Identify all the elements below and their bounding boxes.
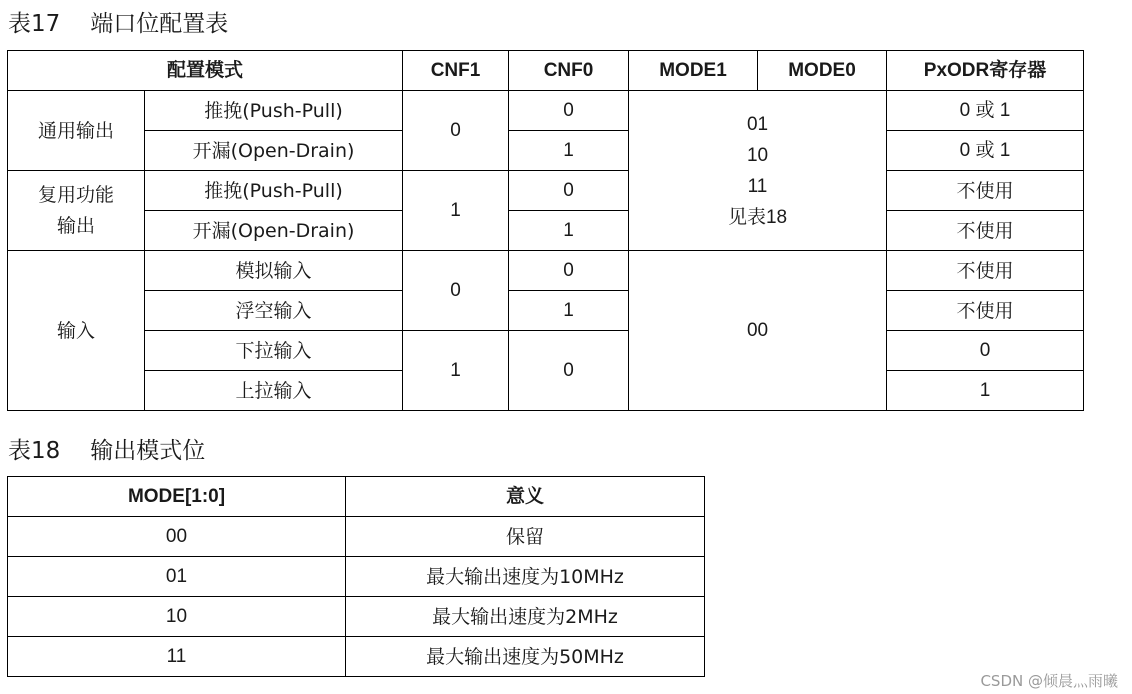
- sub-mode-cell: 开漏(Open-Drain): [145, 211, 403, 251]
- mode-value: 10: [746, 144, 769, 166]
- meaning-cell: 最大输出速度为10MHz: [346, 557, 705, 597]
- sub-mode-cell: 浮空输入: [145, 291, 403, 331]
- cnf0-cell: 1: [509, 211, 629, 251]
- header-cnf1: CNF1: [403, 51, 509, 91]
- sub-mode-cell: 模拟输入: [145, 251, 403, 291]
- table17-caption: [8, 9, 228, 39]
- header-cnf0: CNF0: [509, 51, 629, 91]
- odr-cell: 0: [887, 331, 1084, 371]
- table-header-row: [8, 51, 1084, 91]
- odr-cell: 不使用: [887, 171, 1084, 211]
- table-row: [8, 171, 1084, 211]
- table18-title: 输出模式位: [90, 438, 206, 464]
- table17-number: 表17: [8, 11, 61, 37]
- cnf0-cell: 0: [509, 331, 629, 411]
- table18-caption: [8, 436, 205, 466]
- table-row: [8, 131, 1084, 171]
- header-config-mode: 配置模式: [8, 51, 403, 91]
- mode-value: 01: [746, 113, 769, 135]
- header-mode1: MODE1: [629, 51, 758, 91]
- table-header-row: [8, 477, 705, 517]
- sub-mode-cell: 推挽(Push-Pull): [145, 91, 403, 131]
- cnf1-cell: 0: [403, 251, 509, 331]
- odr-cell: 0 或 1: [887, 131, 1084, 171]
- cnf0-cell: 0: [509, 251, 629, 291]
- group-general-output: 通用输出: [8, 91, 145, 171]
- cnf1-cell: 1: [403, 171, 509, 251]
- mode-bits-cell: 11: [8, 637, 346, 677]
- odr-cell: 不使用: [887, 291, 1084, 331]
- table-row: [8, 251, 1084, 291]
- mode-bits-cell: 01: [8, 557, 346, 597]
- header-mode0: MODE0: [758, 51, 887, 91]
- cnf0-cell: 0: [509, 91, 629, 131]
- table-row: [8, 557, 705, 597]
- sub-mode-cell: 下拉输入: [145, 331, 403, 371]
- sub-mode-cell: 开漏(Open-Drain): [145, 131, 403, 171]
- sub-mode-cell: 推挽(Push-Pull): [145, 171, 403, 211]
- mode-output-cell: [629, 91, 887, 251]
- cnf0-cell: 0: [509, 171, 629, 211]
- table-row: [8, 291, 1084, 331]
- cnf0-cell: 1: [509, 291, 629, 331]
- meaning-cell: 最大输出速度为2MHz: [346, 597, 705, 637]
- port-config-table: [7, 50, 1084, 411]
- mode-see-table18: 见表18: [727, 206, 788, 228]
- sub-mode-cell: 上拉输入: [145, 371, 403, 411]
- table-row: [8, 597, 705, 637]
- mode-bits-cell: 10: [8, 597, 346, 637]
- odr-cell: 0 或 1: [887, 91, 1084, 131]
- header-meaning: 意义: [346, 477, 705, 517]
- header-pxodr: PxODR寄存器: [887, 51, 1084, 91]
- odr-cell: 不使用: [887, 251, 1084, 291]
- table17-title: 端口位配置表: [90, 11, 229, 37]
- table-row: [8, 211, 1084, 251]
- table18-number: 表18: [8, 438, 61, 464]
- odr-cell: 不使用: [887, 211, 1084, 251]
- group-label-line: 输出: [56, 214, 95, 237]
- table-row: [8, 331, 1084, 371]
- table-row: [8, 517, 705, 557]
- meaning-cell: 最大输出速度为50MHz: [346, 637, 705, 677]
- table-row: [8, 91, 1084, 131]
- odr-cell: 1: [887, 371, 1084, 411]
- meaning-cell: 保留: [346, 517, 705, 557]
- group-input: 输入: [8, 251, 145, 411]
- mode-value: 11: [747, 175, 768, 197]
- cnf1-cell: 1: [403, 331, 509, 411]
- header-mode-bits: MODE[1:0]: [8, 477, 346, 517]
- mode-input-cell: 00: [629, 251, 887, 411]
- group-alternate-output: [8, 171, 145, 251]
- mode-bits-cell: 00: [8, 517, 346, 557]
- group-label-line: 复用功能: [37, 183, 114, 206]
- cnf1-cell: 0: [403, 91, 509, 171]
- csdn-watermark: CSDN @倾晨灬雨曦: [980, 672, 1118, 690]
- table-row: [8, 637, 705, 677]
- cnf0-cell: 1: [509, 131, 629, 171]
- output-mode-table: [7, 476, 705, 677]
